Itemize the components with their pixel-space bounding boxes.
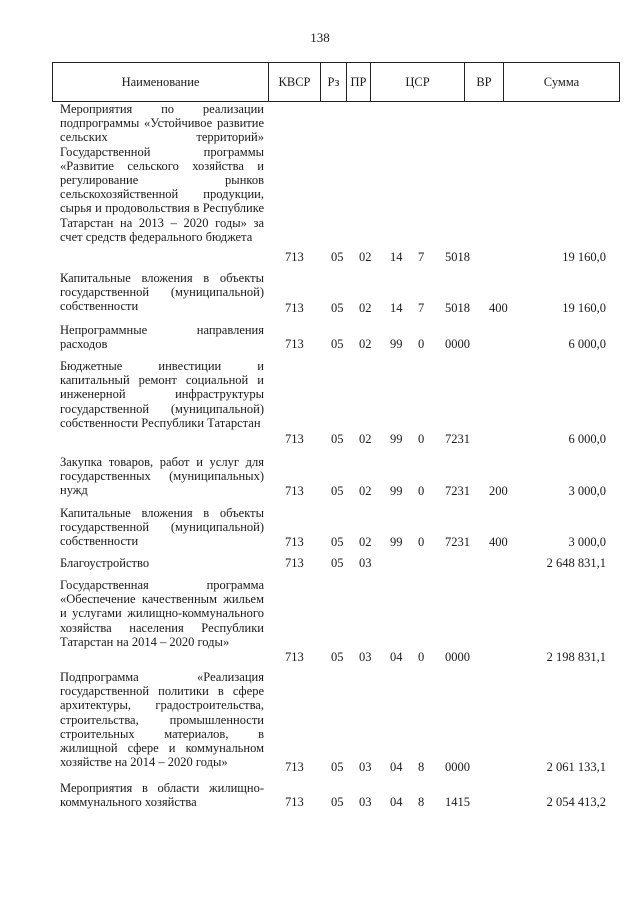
row-name: Мероприятия по реализации подпрограммы «Устойчивое развитие сельских территорий» Государственной программы «Развитие сельского хозяйства и регулирование рынков сельскохозяйственной продукции, сырья и продовольствия в Республике Татарстан на 2013 – 2020 годы» за счет средств федерального бюджета	[60, 102, 264, 244]
cell-csr-subprogram: 0	[418, 337, 425, 351]
row-name: Закупка товаров, работ и услуг для государственных (муниципальных) нужд	[60, 455, 264, 498]
cell-csr-program: 04	[390, 650, 403, 664]
cell-csr-subprogram: 8	[418, 760, 425, 774]
header-sum: Сумма	[543, 74, 580, 89]
cell-kvsr: 713	[285, 301, 304, 315]
cell-pr: 02	[359, 250, 372, 264]
row-name: Подпрограмма «Реализация государственной политики в сфере архитектуры, градостроительства, строительства, промышленности строительных материалов, в жилищной сфере и коммунальном хозяйстве на 2014 – 2020 годы»	[60, 670, 264, 770]
cell-csr-direction: 0000	[445, 760, 470, 774]
cell-csr-subprogram: 7	[418, 301, 425, 315]
cell-sum: 19 160,0	[562, 250, 606, 264]
cell-sum: 19 160,0	[562, 301, 606, 315]
cell-sum: 6 000,0	[568, 337, 606, 351]
cell-rz: 05	[331, 250, 344, 264]
header-kvsr: КВСР	[269, 63, 321, 101]
cell-kvsr: 713	[285, 535, 304, 549]
row-name: Бюджетные инвестиции и капитальный ремонт социальной и инженерной инфраструктуры государственной (муниципальной) собственности Республики Татарстан	[60, 359, 264, 430]
cell-csr-subprogram: 7	[418, 250, 425, 264]
cell-sum: 3 000,0	[568, 484, 606, 498]
cell-vr: 400	[489, 301, 508, 315]
cell-csr-program: 99	[390, 484, 403, 498]
page-number: 138	[310, 30, 330, 45]
cell-rz: 05	[331, 535, 344, 549]
cell-pr: 02	[359, 535, 372, 549]
cell-csr-direction: 0000	[445, 337, 470, 351]
cell-kvsr: 713	[285, 432, 304, 446]
cell-csr-subprogram: 8	[418, 795, 425, 809]
cell-kvsr: 713	[285, 337, 304, 351]
header-vr: ВР	[465, 63, 504, 101]
cell-rz: 05	[331, 760, 344, 774]
header-rz: Рз	[321, 63, 347, 101]
cell-rz: 05	[331, 337, 344, 351]
cell-pr: 02	[359, 484, 372, 498]
row-name: Капитальные вложения в объекты государственной (муниципальной) собственности	[60, 271, 264, 314]
cell-pr: 02	[359, 432, 372, 446]
row-name: Государственная программа «Обеспечение качественным жильем и услугами жилищно-коммунального хозяйства населения Республики Татарстан на 2014 – 2020 годы»	[60, 578, 264, 649]
cell-sum: 2 198 831,1	[546, 650, 606, 664]
cell-sum: 2 054 413,2	[546, 795, 606, 809]
row-name: Благоустройство	[60, 556, 150, 570]
cell-csr-program: 99	[390, 432, 403, 446]
cell-csr-program: 14	[390, 301, 403, 315]
row-name: Мероприятия в области жилищно-коммунального хозяйства	[60, 781, 264, 810]
cell-csr-subprogram: 0	[418, 432, 425, 446]
cell-csr-program: 99	[390, 337, 403, 351]
cell-csr-direction: 7231	[445, 484, 470, 498]
cell-kvsr: 713	[285, 484, 304, 498]
cell-pr: 02	[359, 301, 372, 315]
header-pr: ПР	[347, 63, 371, 101]
header-name: Наименование	[53, 63, 269, 101]
cell-pr: 03	[359, 650, 372, 664]
cell-csr-program: 14	[390, 250, 403, 264]
cell-csr-subprogram: 0	[418, 484, 425, 498]
cell-pr: 03	[359, 556, 372, 570]
cell-rz: 05	[331, 484, 344, 498]
cell-kvsr: 713	[285, 795, 304, 809]
cell-csr-direction: 7231	[445, 432, 470, 446]
cell-csr-direction: 5018	[445, 301, 470, 315]
cell-csr-direction: 5018	[445, 250, 470, 264]
cell-sum: 2 061 133,1	[546, 760, 606, 774]
cell-rz: 05	[331, 556, 344, 570]
cell-csr-program: 99	[390, 535, 403, 549]
cell-kvsr: 713	[285, 650, 304, 664]
cell-kvsr: 713	[285, 760, 304, 774]
cell-sum: 6 000,0	[568, 432, 606, 446]
cell-kvsr: 713	[285, 556, 304, 570]
cell-csr-direction: 1415	[445, 795, 470, 809]
cell-kvsr: 713	[285, 250, 304, 264]
row-name: Непрограммные направления расходов	[60, 323, 264, 352]
cell-sum: 3 000,0	[568, 535, 606, 549]
cell-rz: 05	[331, 795, 344, 809]
cell-csr-program: 04	[390, 795, 403, 809]
header-csr: ЦСР	[371, 63, 465, 101]
cell-rz: 05	[331, 432, 344, 446]
cell-rz: 05	[331, 301, 344, 315]
row-name: Капитальные вложения в объекты государственной (муниципальной) собственности	[60, 506, 264, 549]
cell-csr-subprogram: 0	[418, 650, 425, 664]
cell-pr: 03	[359, 795, 372, 809]
cell-vr: 400	[489, 535, 508, 549]
cell-pr: 02	[359, 337, 372, 351]
cell-csr-direction: 0000	[445, 650, 470, 664]
cell-csr-direction: 7231	[445, 535, 470, 549]
cell-csr-program: 04	[390, 760, 403, 774]
cell-vr: 200	[489, 484, 508, 498]
table-header	[52, 62, 620, 102]
cell-sum: 2 648 831,1	[546, 556, 606, 570]
cell-csr-subprogram: 0	[418, 535, 425, 549]
cell-rz: 05	[331, 650, 344, 664]
cell-pr: 03	[359, 760, 372, 774]
